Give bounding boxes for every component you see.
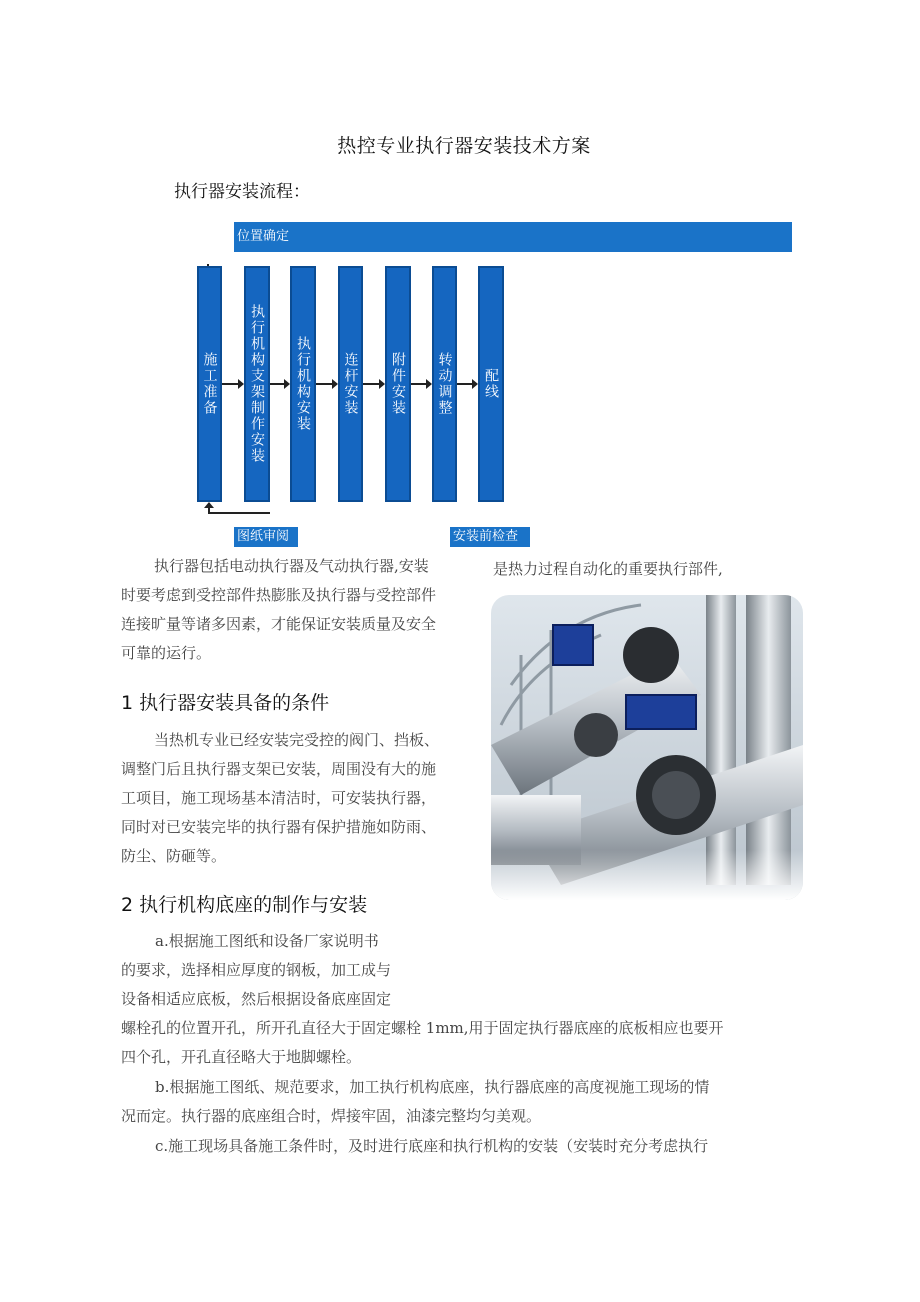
section-2-a-line-4: 螺栓孔的位置开孔，所开孔直径大于固定螺栓 1mm,用于固定执行器底座的底板相应也要开 (121, 1019, 724, 1037)
flow-arrow (270, 383, 288, 385)
flow-step-linkage (338, 266, 363, 502)
section-1-line-3: 工项目，施工现场基本清洁时，可安装执行器， (121, 789, 437, 807)
page-title: 热控专业执行器安装技术方案 (337, 135, 591, 157)
section-2-a-line-2: 的要求，选择相应厚度的钢板，加工成与 (121, 961, 392, 979)
section-2-heading: 2 执行机构底座的制作与安装 (121, 894, 368, 916)
section-2-a-line-5: 四个孔，开孔直径略大于地脚螺栓。 (121, 1048, 362, 1066)
section-1-line-1: 当热机专业已经安装完受控的阀门、挡板、 (154, 731, 440, 749)
section-1-line-5: 防尘、防砸等。 (121, 847, 227, 865)
section-1-heading: 1 执行器安装具备的条件 (121, 692, 330, 714)
section-2-b-line-1: b.根据施工图纸、规范要求，加工执行机构底座，执行器底座的高度视施工现场的情 (155, 1078, 710, 1096)
flow-step-label: 附件安装 (390, 352, 406, 416)
actuator-photo-illustration (491, 595, 803, 900)
flow-arrow (316, 383, 336, 385)
flow-arrow (222, 383, 242, 385)
intro-line-2: 时要考虑到受控部件热膨胀及执行器与受控部件 (121, 586, 437, 604)
flow-step-adjust (432, 266, 457, 502)
flow-step-actuator (290, 266, 316, 502)
section-1-line-2: 调整门后且执行器支架已安装，周围没有大的施 (121, 760, 437, 778)
flow-step-bracket (244, 266, 270, 502)
flow-tag-pre-install-check: 安装前检查 (450, 527, 530, 547)
flow-step-accessory (385, 266, 411, 502)
flow-banner-position: 位置确定 (234, 222, 792, 252)
flow-arrow (411, 383, 430, 385)
flow-arrow (363, 383, 383, 385)
section-2-c-line-1: c.施工现场具备施工条件时，及时进行底座和执行机构的安装（安装时充分考虑执行 (155, 1137, 709, 1155)
intro-line-1-right: 是热力过程自动化的重要执行部件, (493, 560, 723, 578)
actuator-photo (491, 595, 803, 900)
section-2-a-line-1: a.根据施工图纸和设备厂家说明书 (155, 932, 379, 950)
flow-feedback-arrowhead (204, 502, 214, 508)
section-2-a-line-3: 设备相适应底板，然后根据设备底座固定 (121, 990, 392, 1008)
section-1-line-4: 同时对已安装完毕的执行器有保护措施如防雨、 (121, 818, 437, 836)
intro-line-1: 执行器包括电动执行器及气动执行器,安装 (154, 557, 429, 575)
section-2-b-line-2: 况而定。执行器的底座组合时，焊接牢固，油漆完整均匀美观。 (121, 1107, 542, 1125)
flow-step-prepare (197, 266, 222, 502)
flow-tag-drawing-review: 图纸审阅 (234, 527, 298, 547)
flow-subtitle: 执行器安装流程： (174, 182, 310, 202)
flow-step-label: 执行机构安装 (295, 336, 311, 432)
flow-step-wiring (478, 266, 504, 502)
intro-line-4: 可靠的运行。 (121, 644, 212, 662)
flow-step-label: 配线 (483, 368, 499, 400)
flow-arrow (457, 383, 476, 385)
flow-feedback-horizontal (208, 512, 270, 514)
flow-step-label: 连杆安装 (342, 352, 359, 416)
intro-line-3: 连接旷量等诸多因素，才能保证安装质量及安全 (121, 615, 437, 633)
flow-step-label: 执行机构支架制作安装 (249, 304, 265, 464)
flow-step-label: 施工准备 (201, 352, 218, 416)
flow-step-label: 转动调整 (436, 352, 453, 416)
